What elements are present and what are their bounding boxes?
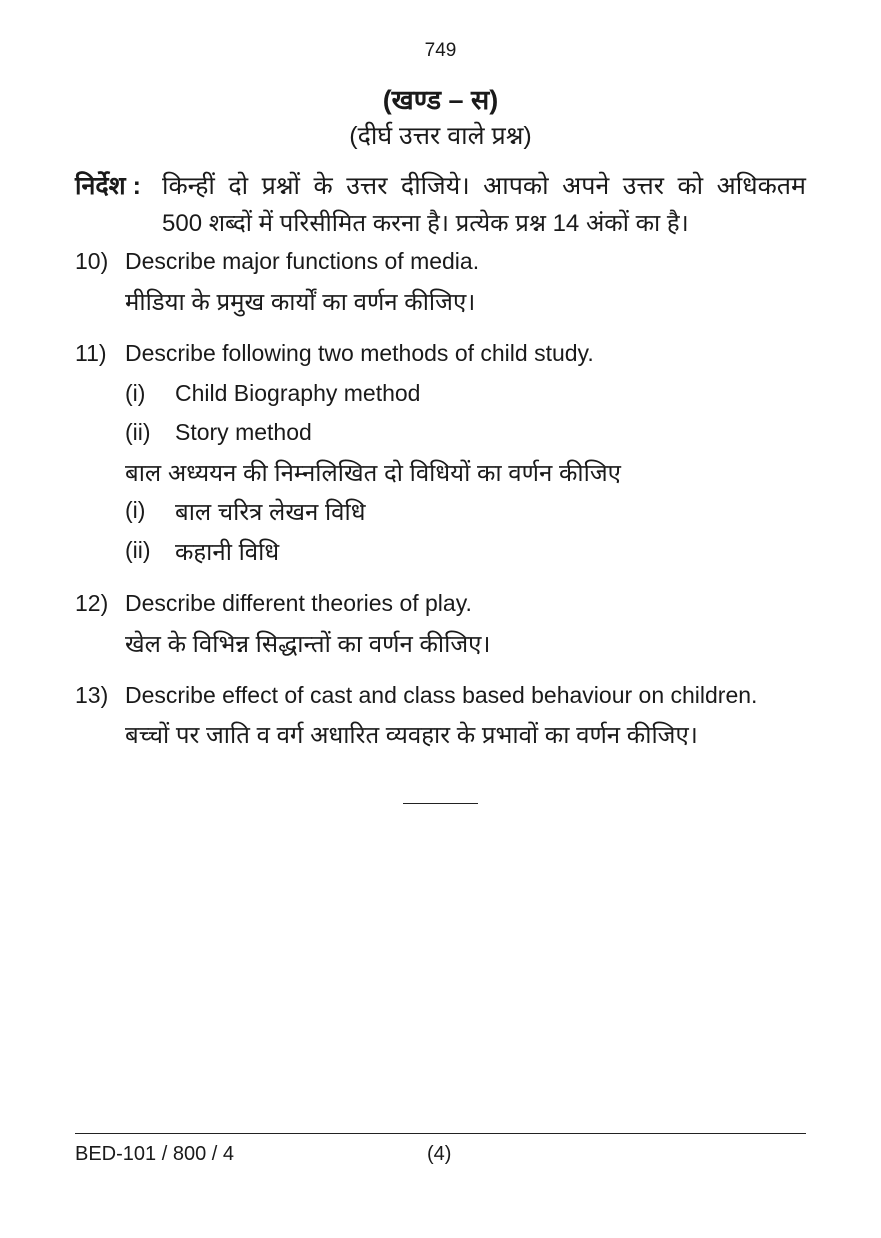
question-12-hindi: खेल के विभिन्न सिद्धान्तों का वर्णन कीजिए। [125, 631, 491, 658]
question-11-english: Describe following two methods of child study. [125, 340, 594, 366]
question-13-english: Describe effect of cast and class based behaviour on children. [125, 682, 758, 708]
section-title: (खण्ड – स) [382, 85, 499, 115]
page-number: 749 [424, 40, 457, 61]
instructions-label: निर्देश : [75, 172, 141, 200]
question-12-english: Describe different theories of play. [125, 590, 472, 616]
question-11-english-item-1-number: (i) [125, 380, 146, 406]
question-11-hindi-item-2-text: कहानी विधि [175, 539, 280, 566]
question-11-hindi: बाल अध्ययन की निम्नलिखित दो विधियों का वर्णन कीजिए [125, 460, 621, 487]
question-11-number: 11) [75, 340, 107, 366]
question-11-english-item-2-text: Story method [175, 419, 312, 445]
question-11-english-item-1-text: Child Biography method [175, 380, 421, 406]
footer-page-number: (4) [427, 1143, 452, 1165]
question-11-hindi-item-1-number: (i) [125, 497, 146, 523]
footer-divider [75, 1133, 806, 1134]
section-subtitle: (दीर्घ उत्तर वाले प्रश्न) [349, 122, 532, 150]
question-11-english-item-2-number: (ii) [125, 419, 151, 445]
question-10-english: Describe major functions of media. [125, 248, 480, 274]
question-13-number: 13) [75, 682, 109, 708]
question-12-number: 12) [75, 590, 109, 616]
end-of-section-rule [403, 803, 478, 804]
question-11-hindi-item-2-number: (ii) [125, 537, 151, 563]
question-11-hindi-item-1-text: बाल चरित्र लेखन विधि [175, 499, 366, 526]
question-10-hindi: मीडिया के प्रमुख कार्यों का वर्णन कीजिए। [125, 289, 476, 316]
instructions-line-1: किन्हीं दो प्रश्नों के उत्तर दीजिये। आपको अपने उत्तर को अधिकतम [162, 172, 806, 200]
question-13-hindi: बच्चों पर जाति व वर्ग अधारित व्यवहार के प्रभावों का वर्णन कीजिए। [125, 722, 698, 749]
footer-paper-code: BED-101 / 800 / 4 [75, 1143, 234, 1165]
instructions-line-2: 500 शब्दों में परिसीमित करना है। प्रत्येक प्रश्न 14 अंकों का है। [162, 210, 689, 237]
question-10-number: 10) [75, 248, 109, 274]
